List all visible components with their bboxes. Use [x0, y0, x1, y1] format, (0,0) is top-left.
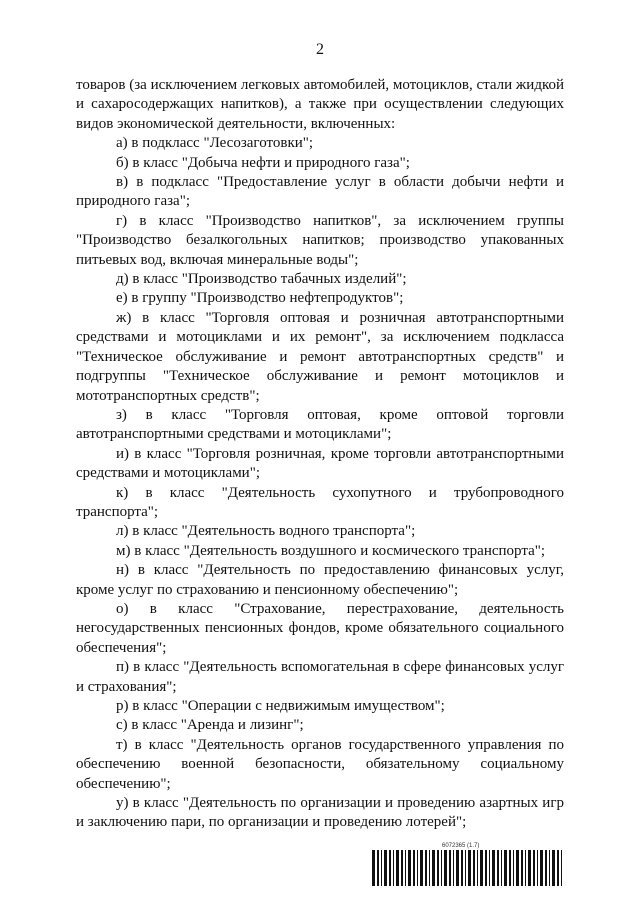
list-item-i: и) в класс "Торговля розничная, кроме торговли автотранспортными средствами и мотоциклами"; — [76, 445, 564, 482]
list-item-u: у) в класс "Деятельность по организации и проведению азартных игр и заключению пари, по организации и проведению лотерей"; — [76, 795, 564, 831]
list-item-m: м) в класс "Деятельность воздушного и космического транспорта"; — [116, 542, 546, 559]
list-item-r: р) в класс "Операции с недвижимым имуществом"; — [116, 698, 445, 714]
barcode-id: 6072365 (1.7) — [442, 843, 480, 849]
list-item-p: п) в класс "Деятельность вспомогательная в сфере финансовых услуг и страхования"; — [76, 659, 564, 695]
list-item-a: а) в подкласс "Лесозаготовки"; — [116, 135, 314, 152]
list-item-g: г) в класс "Производство напитков", за исключением группы "Производство безалкогольных напитков; производство упакованных питьевых вод, включая минеральные воды"; — [76, 212, 564, 268]
document-body — [76, 76, 564, 833]
list-item-zh: ж) в класс "Торговля оптовая и розничная автотранспортными средствами и мотоциклами и их ремонт", за исключением подкласса "Техническое обслуживание и ремонт автотранспортных средств" и подгруппы "Техническое обслуживание и ремонт мотоциклов и мототранспортных средств"; — [76, 309, 564, 404]
list-item-b: б) в класс "Добыча нефти и природного газа"; — [116, 154, 410, 171]
barcode-image — [372, 850, 564, 886]
list-item-t: т) в класс "Деятельность органов государственного управления по обеспечению военной безопасности, обязательному социальному обеспечению"; — [76, 736, 564, 792]
list-item-n: н) в класс "Деятельность по предоставлению финансовых услуг, кроме услуг по страхованию и пенсионному обеспечению"; — [76, 562, 564, 598]
list-item-o: о) в класс "Страхование, перестрахование, деятельность негосударственных пенсионных фондов, кроме обязательного социального обеспечения"; — [76, 600, 564, 656]
paragraph-intro: товаров (за исключением легковых автомобилей, мотоциклов, стали жидкой и сахаросодержащих напитков), а также при осуществлении следующих видов экономической деятельности, включенных: — [76, 77, 564, 132]
list-item-k: к) в класс "Деятельность сухопутного и трубопроводного транспорта"; — [76, 484, 564, 520]
list-item-s: с) в класс "Аренда и лизинг"; — [116, 717, 304, 734]
list-item-l: л) в класс "Деятельность водного транспорта"; — [116, 523, 416, 540]
list-item-v: в) в подкласс "Предоставление услуг в области добычи нефти и природного газа"; — [76, 174, 564, 210]
list-item-d: д) в класс "Производство табачных изделий"; — [116, 271, 407, 288]
page-number: 2 — [316, 41, 324, 58]
list-item-z: з) в класс "Торговля оптовая, кроме оптовой торговли автотранспортными средствами и мотоциклами"; — [76, 406, 564, 443]
list-item-e: е) в группу "Производство нефтепродуктов"; — [116, 290, 404, 307]
